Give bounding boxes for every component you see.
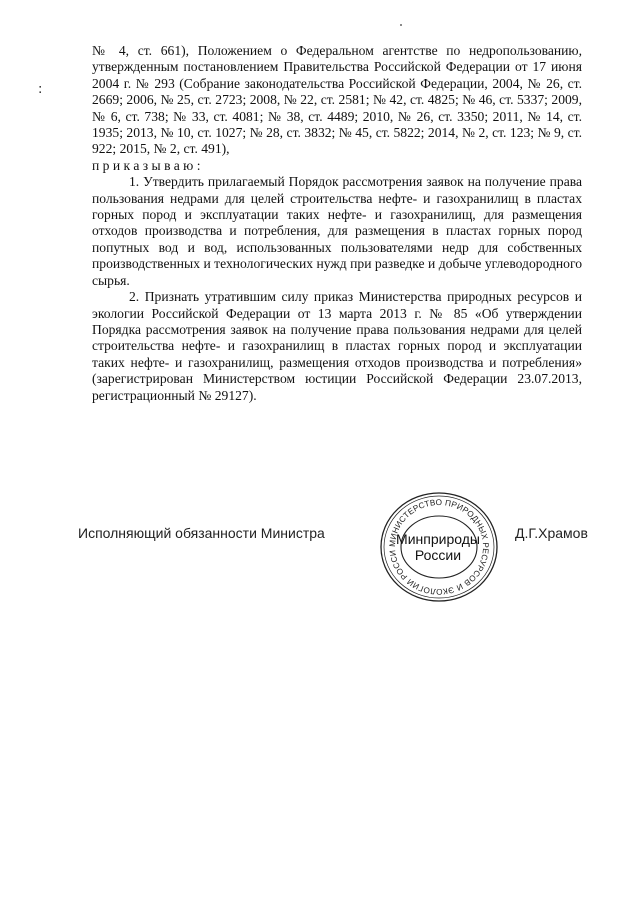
seal-ring-text: МИНИСТЕРСТВО ПРИРОДНЫХ РЕСУРСОВ И ЭКОЛОГИИ РОССИ [387, 497, 491, 597]
official-seal [375, 490, 503, 605]
margin-marks: : [38, 82, 43, 97]
signature-block [0, 490, 640, 610]
intro-text: № 4, ст. 661), Положением о Федеральном агентстве по недропользованию, утвержденным постановлением Правительства Российской Федерации от 17 июня 2004 г. № 293 (Собрание законодательства Российской Федерации, 2004, № 26, ст. 2669; 2006, № 25, ст. 2723; 2008, № 22, ст. 2581; № 42, ст. 4825; № 46, ст. 5337; 2009, № 6, ст. 738; № 33, ст. 4081; № 38, ст. 4489; 2010, № 26, ст. 3350; 2011, № 14, ст. 1935; 2013, № 10, ст. 1027; № 28, ст. 3832; № 45, ст. 5822; 2014, № 2, ст. 123; № 9, ст. 922; 2015, № 2, ст. 491), [92, 43, 582, 157]
item-1-paragraph: 1. Утвердить прилагаемый Порядок рассмотрения заявок на получение права пользования недрами для целей строительства нефте- и газохранилищ в пластах горных пород и эксплуатации таких нефте- и газохранилищ, для размещения отходов производства и потребления, для размещения в пластах горных пород попутных вод и вод, использованных пользователями недр для собственных производственных и технологических нужд при разведке и добыче углеводородного сырья. [92, 174, 582, 288]
seal-line-1: Минприроды [396, 531, 480, 547]
intro-paragraph [92, 43, 582, 174]
document-body [92, 43, 582, 404]
scan-speck [400, 24, 402, 26]
seal-center [394, 522, 482, 572]
item-2-paragraph: 2. Признать утратившим силу приказ Министерства природных ресурсов и экологии Российской Федерации от 13 марта 2013 г. № 85 «Об утверждении Порядка рассмотрения заявок на получение права пользования недрами для целей строительства нефте- и газохранилищ в пластах горных пород и эксплуатации таких нефте- и газохранилищ, размещения отходов производства и потребления» (зарегистрирован Министерством юстиции Российской Федерации 23.07.2013, регистрационный № 29127). [92, 289, 582, 403]
signatory-title: Исполняющий обязанности Министра [78, 525, 325, 541]
seal-line-2: России [414, 547, 462, 563]
order-word: приказываю: [92, 157, 204, 173]
signatory-name: Д.Г.Храмов [515, 525, 588, 541]
